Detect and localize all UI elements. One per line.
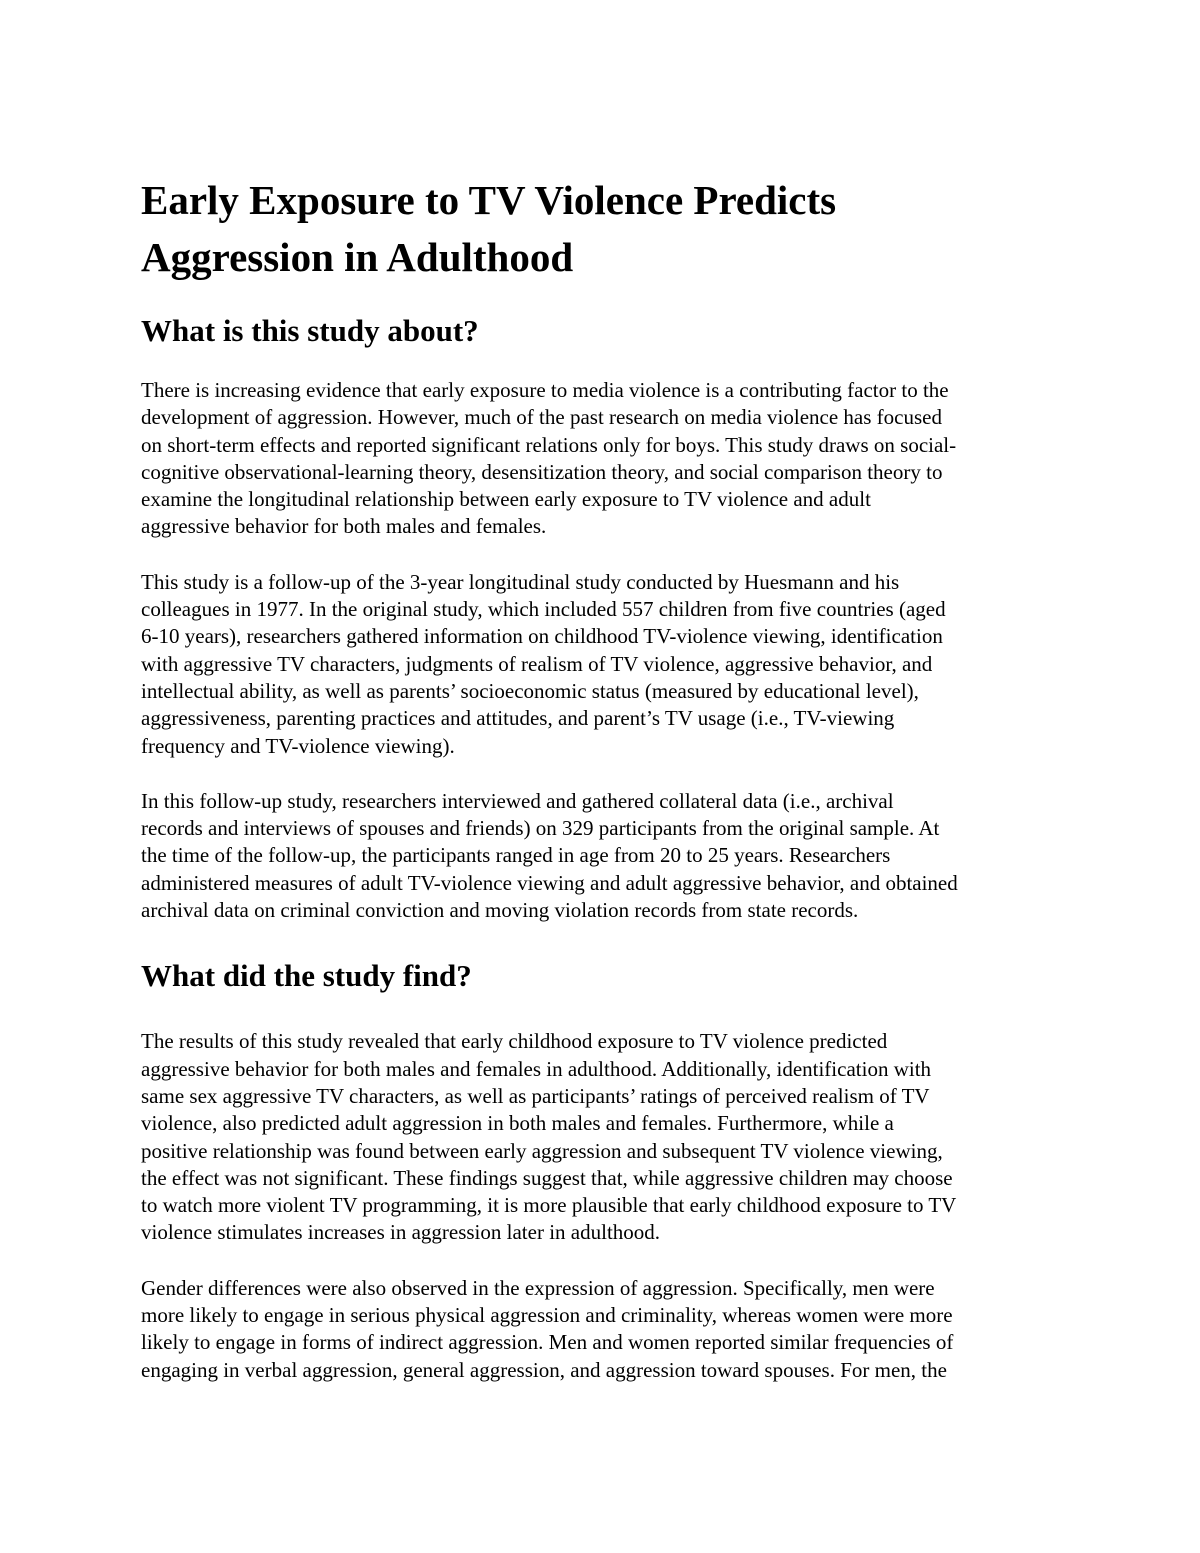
paragraph-line: likely to engage in forms of indirect aggression. Men and women reported similar frequencies of: [141, 1330, 954, 1355]
paragraph-gender-differences: [141, 1275, 1066, 1384]
paragraph-follow-up: [141, 788, 1066, 924]
paragraph-line: examine the longitudinal relationship between early exposure to TV violence and adult: [141, 487, 871, 512]
paragraph-line: on short-term effects and reported significant relations only for boys. This study draws on social-: [141, 432, 957, 457]
paragraph-intro: [141, 377, 1066, 541]
paragraph-line: Gender differences were also observed in the expression of aggression. Specifically, men were: [141, 1275, 935, 1300]
document-page: [141, 172, 1066, 1384]
paragraph-line: with aggressive TV characters, judgments of realism of TV violence, aggressive behavior, and: [141, 651, 933, 676]
paragraph-line: development of aggression. However, much of the past research on media violence has focused: [141, 405, 942, 430]
paragraph-line: This study is a follow-up of the 3-year longitudinal study conducted by Huesmann and his: [141, 569, 900, 594]
paragraph-line: There is increasing evidence that early exposure to media violence is a contributing factor to the: [141, 378, 949, 402]
paragraph-line: the effect was not significant. These findings suggest that, while aggressive children may choose: [141, 1165, 953, 1190]
section-heading-study-find: What did the study find?: [141, 958, 472, 994]
paragraph-line: records and interviews of spouses and friends) on 329 participants from the original sample. At: [141, 816, 940, 841]
paragraph-line: colleagues in 1977. In the original study, which included 557 children from five countries (aged: [141, 597, 946, 622]
paragraph-line: violence stimulates increases in aggression later in adulthood.: [141, 1220, 661, 1245]
paragraph-original-study: [141, 569, 1066, 760]
paragraph-line: same sex aggressive TV characters, as well as participants’ ratings of perceived realism of TV: [141, 1083, 930, 1108]
paragraph-results: [141, 1028, 1066, 1246]
paragraph-line: engaging in verbal aggression, general aggression, and aggression toward spouses. For men, the: [141, 1357, 947, 1382]
paragraph-line: archival data on criminal conviction and moving violation records from state records.: [141, 898, 859, 923]
paragraph-line: In this follow-up study, researchers interviewed and gathered collateral data (i.e., archival: [141, 788, 894, 813]
paragraph-line: administered measures of adult TV-violence viewing and adult aggressive behavior, and obtained: [141, 870, 958, 895]
paragraph-line: The results of this study revealed that early childhood exposure to TV violence predicted: [141, 1029, 888, 1054]
paragraph-line: 6-10 years), researchers gathered information on childhood TV-violence viewing, identification: [141, 624, 943, 649]
title-line-1: Early Exposure to TV Violence Predicts: [141, 177, 837, 223]
paragraph-line: aggressiveness, parenting practices and attitudes, and parent’s TV usage (i.e., TV-viewing: [141, 706, 895, 731]
paragraph-line: aggressive behavior for both males and females in adulthood. Additionally, identification with: [141, 1056, 932, 1081]
paragraph-line: more likely to engage in serious physical aggression and criminality, whereas women were more: [141, 1303, 953, 1328]
paragraph-line: to watch more violent TV programming, it is more plausible that early childhood exposure to TV: [141, 1193, 957, 1218]
section-heading-study-about: What is this study about?: [141, 313, 479, 348]
title-line-2: Aggression in Adulthood: [141, 234, 574, 280]
paragraph-line: the time of the follow-up, the participants ranged in age from 20 to 25 years. Researchers: [141, 843, 891, 868]
paragraph-line: frequency and TV-violence viewing).: [141, 733, 455, 758]
paragraph-line: intellectual ability, as well as parents’ socioeconomic status (measured by educational level),: [141, 678, 919, 703]
paragraph-line: aggressive behavior for both males and females.: [141, 514, 547, 539]
paragraph-line: cognitive observational-learning theory, desensitization theory, and social comparison theory to: [141, 459, 943, 484]
paragraph-line: positive relationship was found between early aggression and subsequent TV violence viewing,: [141, 1138, 943, 1163]
paragraph-line: violence, also predicted adult aggression in both males and females. Furthermore, while a: [141, 1111, 894, 1136]
document-title: [141, 172, 1066, 286]
